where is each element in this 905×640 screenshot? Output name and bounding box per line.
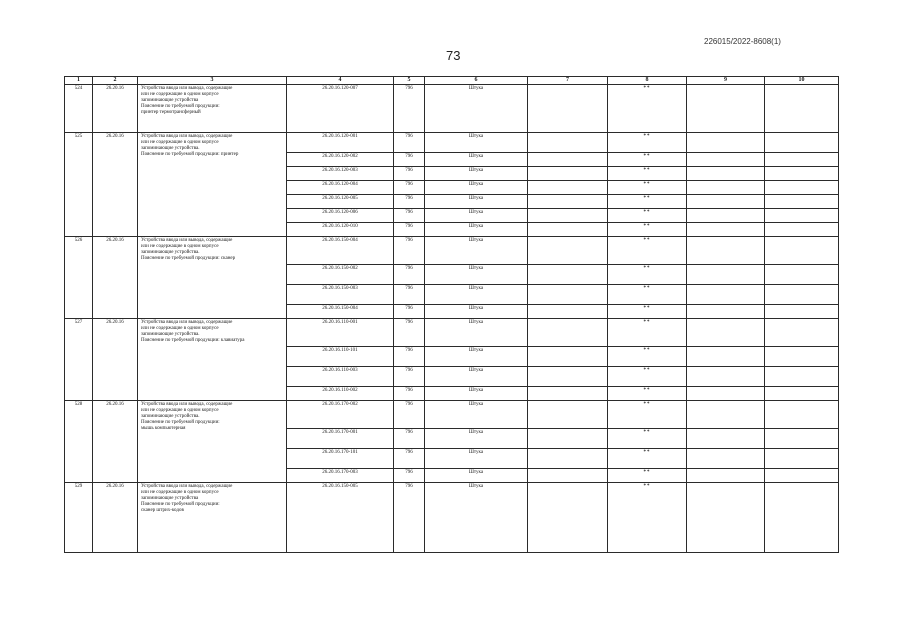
empty-cell bbox=[528, 181, 608, 195]
okei-code: 796 bbox=[394, 167, 425, 181]
ktru-code: 26.20.16.150-004 bbox=[287, 305, 394, 319]
requirement-mark: ** bbox=[608, 305, 687, 319]
empty-cell bbox=[765, 153, 839, 167]
okei-code: 796 bbox=[394, 469, 425, 483]
ktru-code: 26.20.16.170-002 bbox=[287, 401, 394, 429]
requirement-mark: ** bbox=[608, 153, 687, 167]
ktru-code: 26.20.16.120-005 bbox=[287, 195, 394, 209]
empty-cell bbox=[687, 133, 765, 153]
requirement-mark: ** bbox=[608, 347, 687, 367]
empty-cell bbox=[687, 305, 765, 319]
empty-cell bbox=[765, 305, 839, 319]
empty-cell bbox=[528, 367, 608, 387]
okei-code: 796 bbox=[394, 347, 425, 367]
empty-cell bbox=[765, 167, 839, 181]
ktru-code: 26.20.16.150-005 bbox=[287, 483, 394, 553]
ktru-code: 26.20.16.120-001 bbox=[287, 133, 394, 153]
empty-cell bbox=[765, 347, 839, 367]
empty-cell bbox=[765, 181, 839, 195]
unit-name: Штука bbox=[425, 195, 528, 209]
unit-name: Штука bbox=[425, 167, 528, 181]
empty-cell bbox=[528, 347, 608, 367]
unit-name: Штука bbox=[425, 181, 528, 195]
unit-name: Штука bbox=[425, 387, 528, 401]
empty-cell bbox=[687, 153, 765, 167]
empty-cell bbox=[528, 387, 608, 401]
empty-cell bbox=[528, 85, 608, 133]
ktru-code: 26.20.16.150-003 bbox=[287, 285, 394, 305]
ktru-code: 26.20.16.110-003 bbox=[287, 367, 394, 387]
unit-name: Штука bbox=[425, 85, 528, 133]
okei-code: 796 bbox=[394, 133, 425, 153]
unit-name: Штука bbox=[425, 209, 528, 223]
empty-cell bbox=[528, 305, 608, 319]
unit-name: Штука bbox=[425, 153, 528, 167]
okpd-code: 26.20.16 bbox=[93, 401, 138, 483]
empty-cell bbox=[687, 483, 765, 553]
empty-cell bbox=[528, 133, 608, 153]
empty-cell bbox=[528, 237, 608, 265]
empty-cell bbox=[687, 449, 765, 469]
item-number: 525 bbox=[65, 133, 93, 237]
requirement-mark: ** bbox=[608, 181, 687, 195]
unit-name: Штука bbox=[425, 449, 528, 469]
table-row bbox=[65, 319, 839, 347]
table-row bbox=[65, 237, 839, 265]
empty-cell bbox=[687, 181, 765, 195]
requirement-mark: ** bbox=[608, 223, 687, 237]
unit-name: Штука bbox=[425, 305, 528, 319]
requirement-mark: ** bbox=[608, 319, 687, 347]
empty-cell bbox=[765, 285, 839, 305]
column-header: 6 bbox=[425, 77, 528, 85]
empty-cell bbox=[528, 401, 608, 429]
unit-name: Штука bbox=[425, 483, 528, 553]
requirement-mark: ** bbox=[608, 483, 687, 553]
empty-cell bbox=[687, 223, 765, 237]
empty-cell bbox=[687, 265, 765, 285]
unit-name: Штука bbox=[425, 347, 528, 367]
requirement-mark: ** bbox=[608, 167, 687, 181]
item-number: 527 bbox=[65, 319, 93, 401]
empty-cell bbox=[528, 209, 608, 223]
ktru-code: 26.20.16.120-010 bbox=[287, 223, 394, 237]
empty-cell bbox=[765, 367, 839, 387]
empty-cell bbox=[687, 401, 765, 429]
item-number: 524 bbox=[65, 85, 93, 133]
okei-code: 796 bbox=[394, 265, 425, 285]
item-description: Устройства ввода или вывода, содержащие или не содержащие в одном корпусе запоминающие устройства. Пояснение по требуемой продукции: сканер bbox=[138, 237, 287, 319]
empty-cell bbox=[765, 209, 839, 223]
requirement-mark: ** bbox=[608, 133, 687, 153]
page-number: 73 bbox=[446, 48, 461, 63]
empty-cell bbox=[687, 347, 765, 367]
okpd-code: 26.20.16 bbox=[93, 319, 138, 401]
empty-cell bbox=[528, 223, 608, 237]
empty-cell bbox=[687, 387, 765, 401]
item-description: Устройства ввода или вывода, содержащие или не содержащие в одном корпусе запоминающие устройства Пояснение по требуемой продукции: сканер штрих-кодов bbox=[138, 483, 287, 553]
ktru-code: 26.20.16.150-004 bbox=[287, 237, 394, 265]
item-number: 526 bbox=[65, 237, 93, 319]
requirement-mark: ** bbox=[608, 367, 687, 387]
empty-cell bbox=[687, 85, 765, 133]
empty-cell bbox=[687, 367, 765, 387]
okei-code: 796 bbox=[394, 85, 425, 133]
empty-cell bbox=[687, 469, 765, 483]
okei-code: 796 bbox=[394, 449, 425, 469]
document-number: 226015/2022-8608(1) bbox=[704, 37, 781, 46]
unit-name: Штука bbox=[425, 401, 528, 429]
ktru-code: 26.20.16.110-002 bbox=[287, 387, 394, 401]
empty-cell bbox=[765, 237, 839, 265]
empty-cell bbox=[765, 401, 839, 429]
empty-cell bbox=[528, 483, 608, 553]
empty-cell bbox=[687, 209, 765, 223]
empty-cell bbox=[765, 223, 839, 237]
column-header: 4 bbox=[287, 77, 394, 85]
unit-name: Штука bbox=[425, 285, 528, 305]
procurement-table bbox=[64, 76, 839, 553]
okpd-code: 26.20.16 bbox=[93, 133, 138, 237]
unit-name: Штука bbox=[425, 237, 528, 265]
ktru-code: 26.20.16.170-003 bbox=[287, 469, 394, 483]
okei-code: 796 bbox=[394, 429, 425, 449]
empty-cell bbox=[765, 85, 839, 133]
requirement-mark: ** bbox=[608, 285, 687, 305]
item-description: Устройства ввода или вывода, содержащие или не содержащие в одном корпусе запоминающие устройства Пояснение по требуемой продукции: принтер термотрансферный bbox=[138, 85, 287, 133]
okei-code: 796 bbox=[394, 153, 425, 167]
empty-cell bbox=[687, 195, 765, 209]
column-header: 9 bbox=[687, 77, 765, 85]
empty-cell bbox=[765, 133, 839, 153]
empty-cell bbox=[765, 483, 839, 553]
okpd-code: 26.20.16 bbox=[93, 483, 138, 553]
empty-cell bbox=[687, 237, 765, 265]
empty-cell bbox=[528, 285, 608, 305]
ktru-code: 26.20.16.170-101 bbox=[287, 449, 394, 469]
okei-code: 796 bbox=[394, 483, 425, 553]
empty-cell bbox=[765, 449, 839, 469]
okei-code: 796 bbox=[394, 223, 425, 237]
okei-code: 796 bbox=[394, 195, 425, 209]
empty-cell bbox=[687, 319, 765, 347]
empty-cell bbox=[765, 429, 839, 449]
ktru-code: 26.20.16.110-101 bbox=[287, 347, 394, 367]
unit-name: Штука bbox=[425, 469, 528, 483]
requirement-mark: ** bbox=[608, 195, 687, 209]
ktru-code: 26.20.16.110-001 bbox=[287, 319, 394, 347]
okpd-code: 26.20.16 bbox=[93, 85, 138, 133]
requirement-mark: ** bbox=[608, 209, 687, 223]
unit-name: Штука bbox=[425, 223, 528, 237]
table-row bbox=[65, 85, 839, 133]
requirement-mark: ** bbox=[608, 429, 687, 449]
unit-name: Штука bbox=[425, 265, 528, 285]
requirement-mark: ** bbox=[608, 449, 687, 469]
column-header: 1 bbox=[65, 77, 93, 85]
okei-code: 796 bbox=[394, 209, 425, 223]
requirement-mark: ** bbox=[608, 401, 687, 429]
column-header: 2 bbox=[93, 77, 138, 85]
empty-cell bbox=[528, 167, 608, 181]
column-header: 3 bbox=[138, 77, 287, 85]
empty-cell bbox=[528, 265, 608, 285]
okei-code: 796 bbox=[394, 401, 425, 429]
empty-cell bbox=[528, 319, 608, 347]
requirement-mark: ** bbox=[608, 237, 687, 265]
empty-cell bbox=[687, 429, 765, 449]
unit-name: Штука bbox=[425, 367, 528, 387]
ktru-code: 26.20.16.120-006 bbox=[287, 209, 394, 223]
requirement-mark: ** bbox=[608, 265, 687, 285]
item-number: 529 bbox=[65, 483, 93, 553]
okei-code: 796 bbox=[394, 305, 425, 319]
empty-cell bbox=[687, 285, 765, 305]
unit-name: Штука bbox=[425, 319, 528, 347]
table-row bbox=[65, 133, 839, 153]
column-header: 8 bbox=[608, 77, 687, 85]
okpd-code: 26.20.16 bbox=[93, 237, 138, 319]
okei-code: 796 bbox=[394, 181, 425, 195]
column-header: 5 bbox=[394, 77, 425, 85]
column-header: 10 bbox=[765, 77, 839, 85]
okei-code: 796 bbox=[394, 319, 425, 347]
empty-cell bbox=[528, 195, 608, 209]
item-description: Устройства ввода или вывода, содержащие или не содержащие в одном корпусе запоминающие устройства. Пояснение по требуемой продукции: принтер bbox=[138, 133, 287, 237]
ktru-code: 26.20.16.150-002 bbox=[287, 265, 394, 285]
requirement-mark: ** bbox=[608, 387, 687, 401]
table-row bbox=[65, 401, 839, 429]
empty-cell bbox=[528, 153, 608, 167]
empty-cell bbox=[528, 429, 608, 449]
ktru-code: 26.20.16.120-004 bbox=[287, 181, 394, 195]
empty-cell bbox=[765, 319, 839, 347]
item-description: Устройства ввода или вывода, содержащие или не содержащие в одном корпусе запоминающие устройства. Пояснение по требуемой продукции: мышь компьютерная bbox=[138, 401, 287, 483]
item-number: 528 bbox=[65, 401, 93, 483]
empty-cell bbox=[528, 469, 608, 483]
empty-cell bbox=[687, 167, 765, 181]
column-number-row bbox=[65, 77, 839, 85]
empty-cell bbox=[765, 387, 839, 401]
empty-cell bbox=[765, 469, 839, 483]
item-description: Устройства ввода или вывода, содержащие или не содержащие в одном корпусе запоминающие устройства. Пояснение по требуемой продукции: клавиатура bbox=[138, 319, 287, 401]
empty-cell bbox=[765, 195, 839, 209]
requirement-mark: ** bbox=[608, 85, 687, 133]
unit-name: Штука bbox=[425, 133, 528, 153]
table-row bbox=[65, 483, 839, 553]
ktru-code: 26.20.16.170-001 bbox=[287, 429, 394, 449]
ktru-code: 26.20.16.120-007 bbox=[287, 85, 394, 133]
empty-cell bbox=[765, 265, 839, 285]
okei-code: 796 bbox=[394, 387, 425, 401]
column-header: 7 bbox=[528, 77, 608, 85]
empty-cell bbox=[528, 449, 608, 469]
requirement-mark: ** bbox=[608, 469, 687, 483]
okei-code: 796 bbox=[394, 237, 425, 265]
ktru-code: 26.20.16.120-002 bbox=[287, 153, 394, 167]
ktru-code: 26.20.16.120-003 bbox=[287, 167, 394, 181]
okei-code: 796 bbox=[394, 285, 425, 305]
okei-code: 796 bbox=[394, 367, 425, 387]
unit-name: Штука bbox=[425, 429, 528, 449]
